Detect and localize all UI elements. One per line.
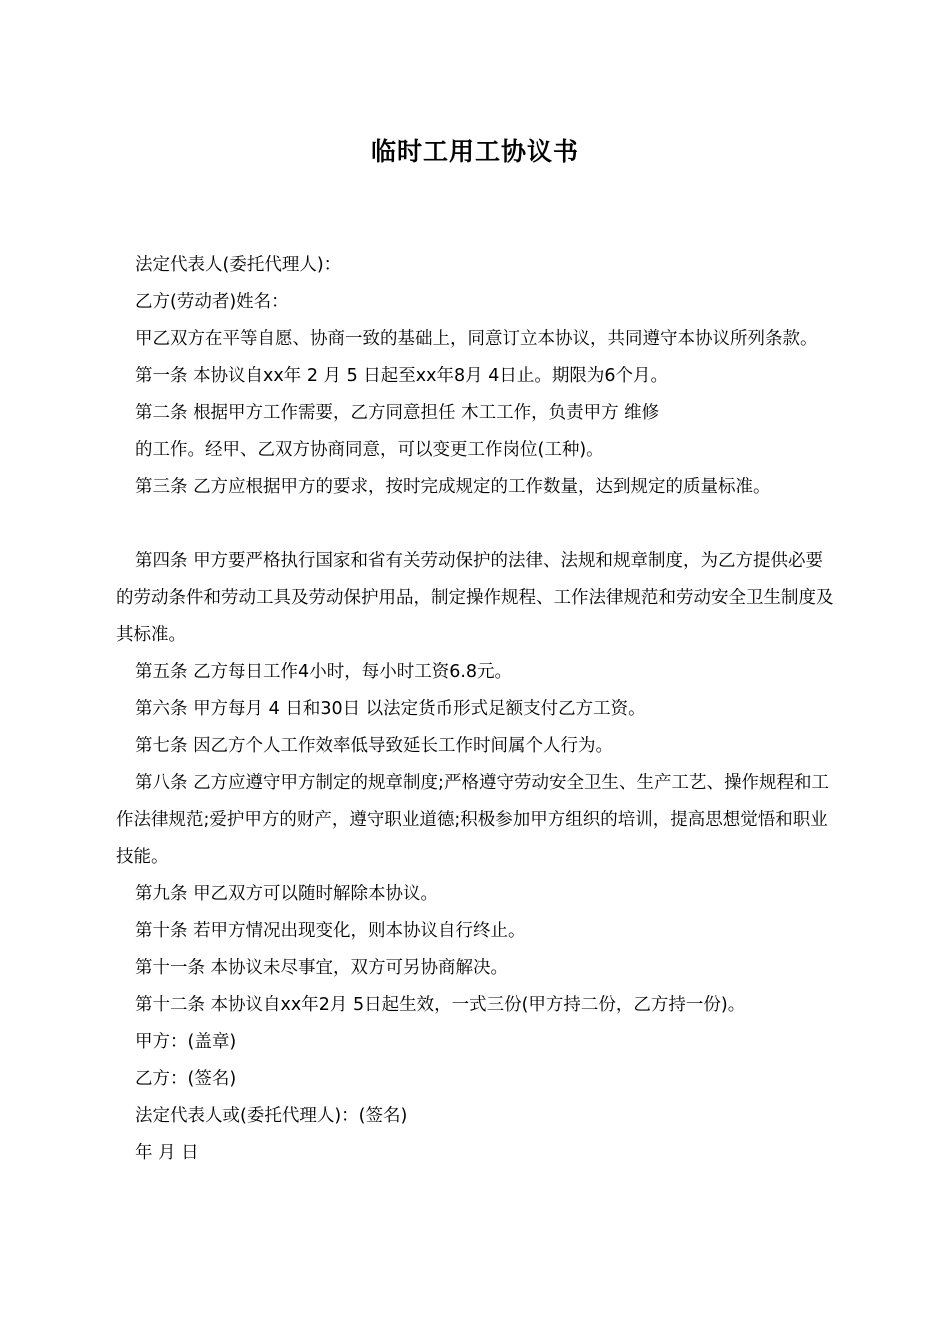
document-body bbox=[116, 247, 838, 1172]
article-8: 第八条 乙方应遵守甲方制定的规章制度;严格遵守劳动安全卫生、生产工艺、操作规程和工作法律规范;爱护甲方的财产，遵守职业道德;积极参加甲方组织的培训，提高思想觉悟和职业技能。 bbox=[116, 773, 829, 867]
article-2-line-1: 第二条 根据甲方工作需要，乙方同意担任 木工工作，负责甲方 维修 bbox=[135, 403, 660, 423]
article-3: 第三条 乙方应根据甲方的要求，按时完成规定的工作数量，达到规定的质量标准。 bbox=[135, 477, 771, 497]
article-11: 第十一条 本协议未尽事宜，双方可另协商解决。 bbox=[135, 958, 509, 978]
article-7: 第七条 因乙方个人工作效率低导致延长工作时间属个人行为。 bbox=[135, 736, 614, 756]
article-2-line-2: 的工作。经甲、乙双方协商同意，可以变更工作岗位(工种)。 bbox=[135, 440, 604, 460]
article-9: 第九条 甲乙双方可以随时解除本协议。 bbox=[135, 884, 439, 904]
article-5: 第五条 乙方每日工作4小时，每小时工资6.8元。 bbox=[135, 662, 513, 682]
article-4: 第四条 甲方要严格执行国家和省有关劳动保护的法律、法规和规章制度，为乙方提供必要的劳动条件和劳动工具及劳动保护用品，制定操作规程、工作法律规范和劳动安全卫生制度及其标准。 bbox=[116, 551, 834, 645]
party-b-name-line: 乙方(劳动者)姓名： bbox=[135, 292, 289, 312]
party-a-seal-line: 甲方：(盖章) bbox=[135, 1032, 237, 1052]
article-6: 第六条 甲方每月 4 日和30日 以法定货币形式足额支付乙方工资。 bbox=[135, 699, 646, 719]
article-10: 第十条 若甲方情况出现变化，则本协议自行终止。 bbox=[135, 921, 526, 941]
article-1: 第一条 本协议自xx年 2 月 5 日起至xx年8月 4日止。期限为6个月。 bbox=[135, 366, 668, 386]
document-title: 临时工用工协议书 bbox=[370, 137, 579, 166]
party-b-signature-line: 乙方：(签名) bbox=[135, 1069, 237, 1089]
date-line: 年 月 日 bbox=[135, 1143, 199, 1163]
article-12: 第十二条 本协议自xx年2月 5日起生效，一式三份(甲方持二份，乙方持一份)。 bbox=[135, 995, 746, 1015]
preamble-paragraph: 甲乙双方在平等自愿、协商一致的基础上，同意订立本协议，共同遵守本协议所列条款。 bbox=[135, 329, 818, 349]
legal-representative-line: 法定代表人(委托代理人)： bbox=[135, 255, 342, 275]
representative-signature-line: 法定代表人或(委托代理人)：(签名) bbox=[135, 1106, 408, 1126]
